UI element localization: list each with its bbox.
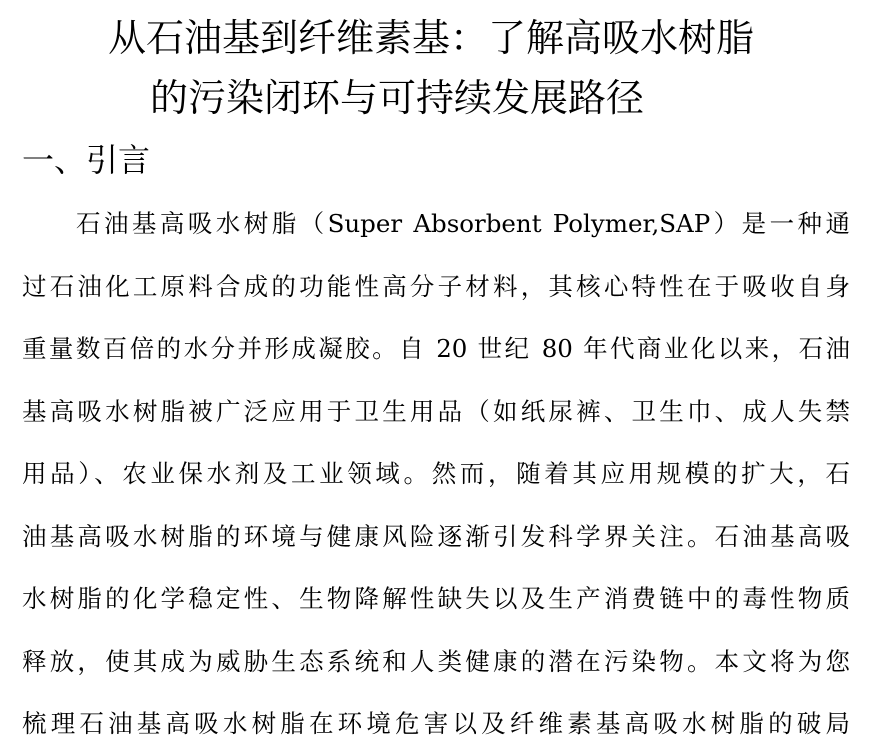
document-title-line-1: 从石油基到纤维素基：了解高吸水树脂 [108, 16, 755, 60]
paragraph-line-8: 释放，使其成为威胁生态系统和人类健康的潜在污染物。本文将为您 [22, 647, 850, 676]
paragraph-line-2: 过石油化工原料合成的功能性高分子材料，其核心特性在于吸收自身 [22, 272, 850, 301]
paragraph-line-4: 基高吸水树脂被广泛应用于卫生用品（如纸尿裤、卫生巾、成人失禁 [22, 397, 850, 426]
paragraph-line-6: 油基高吸水树脂的环境与健康风险逐渐引发科学界关注。石油基高吸 [22, 522, 850, 551]
paragraph-line-1: 石油基高吸水树脂（Super Absorbent Polymer,SAP）是一种通 [76, 209, 850, 238]
section-heading: 一、引言 [22, 141, 151, 179]
paragraph-line-7: 水树脂的化学稳定性、生物降解性缺失以及生产消费链中的毒性物质 [22, 584, 850, 613]
paragraph-line-9: 梳理石油基高吸水树脂在环境危害以及纤维素基高吸水树脂的破局 [22, 709, 850, 738]
paragraph-line-5: 用品）、农业保水剂及工业领域。然而，随着其应用规模的扩大，石 [22, 459, 850, 488]
document-title-line-2: 的污染闭环与可持续发展路径 [150, 76, 645, 120]
paragraph-line-3: 重量数百倍的水分并形成凝胶。自 20 世纪 80 年代商业化以来，石油 [22, 334, 850, 363]
